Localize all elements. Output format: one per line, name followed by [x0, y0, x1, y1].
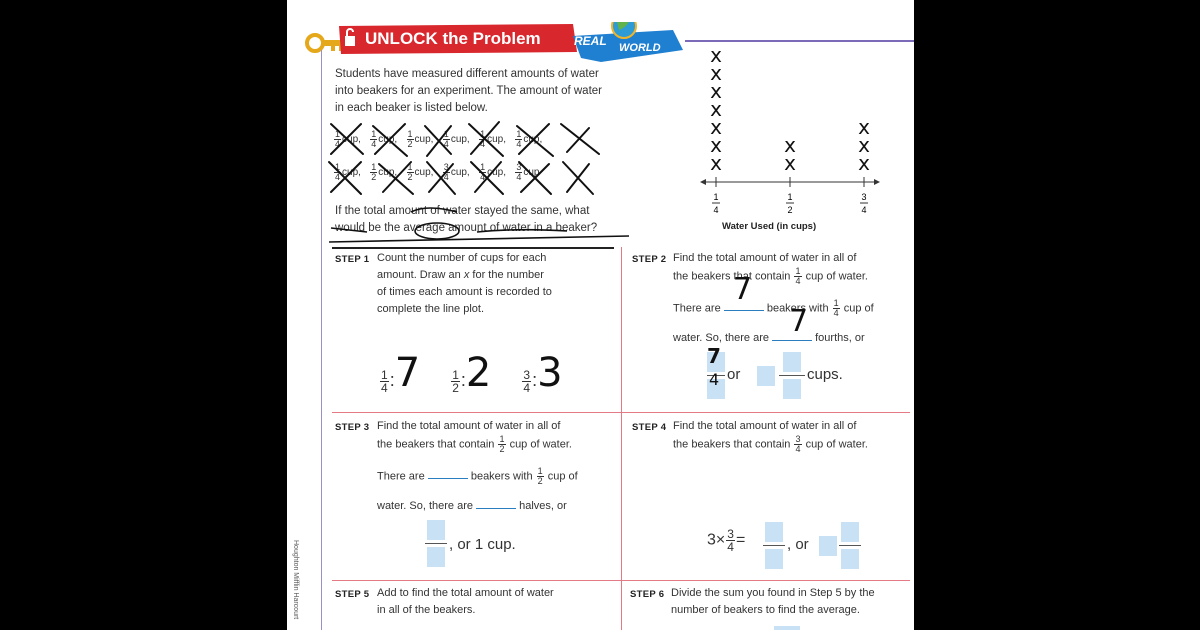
step3-line-halves: water. So, there are halves, or [377, 500, 567, 512]
plot-x-mark: x [784, 133, 796, 157]
beaker-item: $\frac{1}{4}$ cup, [335, 162, 361, 182]
question-annotations [327, 198, 637, 248]
grid-horizontal-1 [332, 412, 910, 413]
line-plot-marks [710, 43, 870, 175]
world-label: WORLD [619, 42, 661, 54]
beaker-item: $\frac{1}{4}$ cup, [480, 129, 506, 149]
step3-blank-count[interactable] [428, 469, 468, 479]
step2-fraction-box[interactable] [783, 352, 801, 400]
step6-label: STEP 6 [630, 589, 665, 600]
step2-hand-numerator: 7 [707, 344, 721, 368]
step2-hand-answer-2: 7 [789, 304, 809, 339]
line-plot [692, 36, 892, 236]
beaker-item: $\frac{1}{4}$ cup, [443, 129, 470, 149]
beaker-item: $\frac{1}{4}$ cup, [371, 129, 398, 149]
step6-answer-box[interactable] [774, 626, 800, 630]
plot-x-mark: x [858, 151, 870, 175]
intro-text [335, 66, 602, 117]
step4-or: , or [787, 536, 809, 553]
worksheet-page [287, 0, 914, 630]
banner-title: UNLOCK the Problem [365, 29, 541, 48]
step3-or-1-cup: , or 1 cup. [449, 536, 516, 553]
step4-mixed-fraction-box[interactable] [841, 522, 859, 570]
beaker-item: $\frac{3}{4}$ cup [516, 162, 540, 182]
plot-tick-numerator: 1 [787, 192, 793, 202]
number-line-arrow [874, 179, 880, 185]
step4-label: STEP 4 [632, 422, 667, 433]
intro-line-2: into beakers for an experiment. The amount of water [335, 85, 602, 97]
beaker-item: $\frac{1}{2}$ cup, [407, 162, 434, 182]
number-line-arrow-left [700, 179, 706, 185]
question-line-2: would be the average amount of water in a beaker? [335, 222, 598, 234]
step6-text: Divide the sum you found in Step 5 by the number of beakers to find the average. [671, 587, 875, 616]
step2-label: STEP 2 [632, 254, 667, 265]
plot-x-mark: x [858, 115, 870, 139]
plot-x-mark: x [784, 151, 796, 175]
step2-text: Find the total amount of water in all of the beakers that contain $\frac{1}{4}$ cup of water. [673, 252, 868, 286]
plot-x-mark: x [710, 115, 722, 139]
step2-hand-answer-1: 7 [733, 272, 753, 307]
step3-blank-halves[interactable] [476, 499, 516, 509]
beaker-item: $\frac{3}{4}$ cup, [443, 162, 470, 182]
step5-label: STEP 5 [335, 589, 370, 600]
step2-cups: cups. [807, 366, 843, 383]
step1-tallies [379, 350, 563, 396]
step2-or: or [727, 366, 741, 383]
line-plot-ticks [712, 177, 868, 215]
step3-line-there-are: There are beakers with $\frac{1}{2}$ cup of [377, 466, 578, 486]
plot-x-mark: x [710, 151, 722, 175]
step2-line-there-are: There are beakers with $\frac{1}{4}$ cup of [673, 298, 874, 318]
plot-x-mark: x [858, 133, 870, 157]
plot-x-mark: x [710, 97, 722, 121]
step4-fraction-box[interactable] [765, 522, 783, 570]
side-publisher-text: Houghton Mifflin Harcourt [292, 540, 299, 620]
plot-tick-numerator: 3 [861, 192, 867, 202]
real-label: REAL [574, 34, 607, 48]
line-plot-xlabel: Water Used (in cups) [722, 221, 817, 232]
plot-tick-denominator: 4 [861, 205, 867, 215]
plot-tick-denominator: 2 [787, 205, 793, 215]
step2-line-fourths: water. So, there are fourths, or [673, 332, 865, 344]
grid-horizontal-2 [332, 580, 910, 581]
plot-x-mark: x [710, 43, 722, 67]
handwritten-crossouts [327, 118, 617, 198]
left-margin-rule [321, 50, 322, 630]
tally-half: $\frac{1}{2}$ :2 [452, 350, 492, 396]
beaker-item: $\frac{1}{4}$ cup, [480, 162, 506, 182]
step4-expression: 3× $\frac{3}{4}$ = [707, 527, 746, 554]
step1-label: STEP 1 [335, 254, 370, 265]
step5-text: Add to find the total amount of water in all of the beakers. [377, 587, 554, 616]
step3-fraction-box[interactable] [427, 520, 445, 568]
grid-vertical [621, 247, 622, 630]
step1-text: Count the number of cups for each amount. Draw an x for the number of times each amount is recorded to complete the line plot. [377, 252, 552, 315]
plot-tick-numerator: 1 [713, 192, 719, 202]
beaker-item: $\frac{1}{2}$ cup, [407, 129, 434, 149]
plot-x-mark: x [710, 133, 722, 157]
beaker-item: $\frac{1}{4}$ cup, [516, 129, 543, 149]
section-rule [332, 247, 614, 249]
step2-whole-box[interactable] [757, 366, 775, 386]
beaker-item: $\frac{1}{4}$ cup, [335, 129, 361, 149]
step3-text: Find the total amount of water in all of the beakers that contain $\frac{1}{2}$ cup of water. [377, 420, 572, 454]
tally-three-quarters: $\frac{3}{4}$ :3 [523, 350, 563, 396]
beaker-item: $\frac{1}{2}$ cup, [371, 162, 398, 182]
question-line-1: If the total amount of water stayed the same, what [335, 205, 590, 217]
step3-label: STEP 3 [335, 422, 370, 433]
tally-quarter: $\frac{1}{4}$ :7 [381, 350, 421, 396]
plot-x-mark: x [710, 79, 722, 103]
plot-tick-denominator: 4 [713, 205, 719, 215]
intro-line-3: in each beaker is listed below. [335, 102, 488, 114]
step4-whole-box[interactable] [819, 536, 837, 556]
intro-line-1: Students have measured different amounts of water [335, 68, 599, 80]
plot-x-mark: x [710, 61, 722, 85]
step4-text: Find the total amount of water in all of the beakers that contain $\frac{3}{4}$ cup of water. [673, 420, 868, 454]
step2-hand-denominator: 4 [709, 370, 720, 389]
